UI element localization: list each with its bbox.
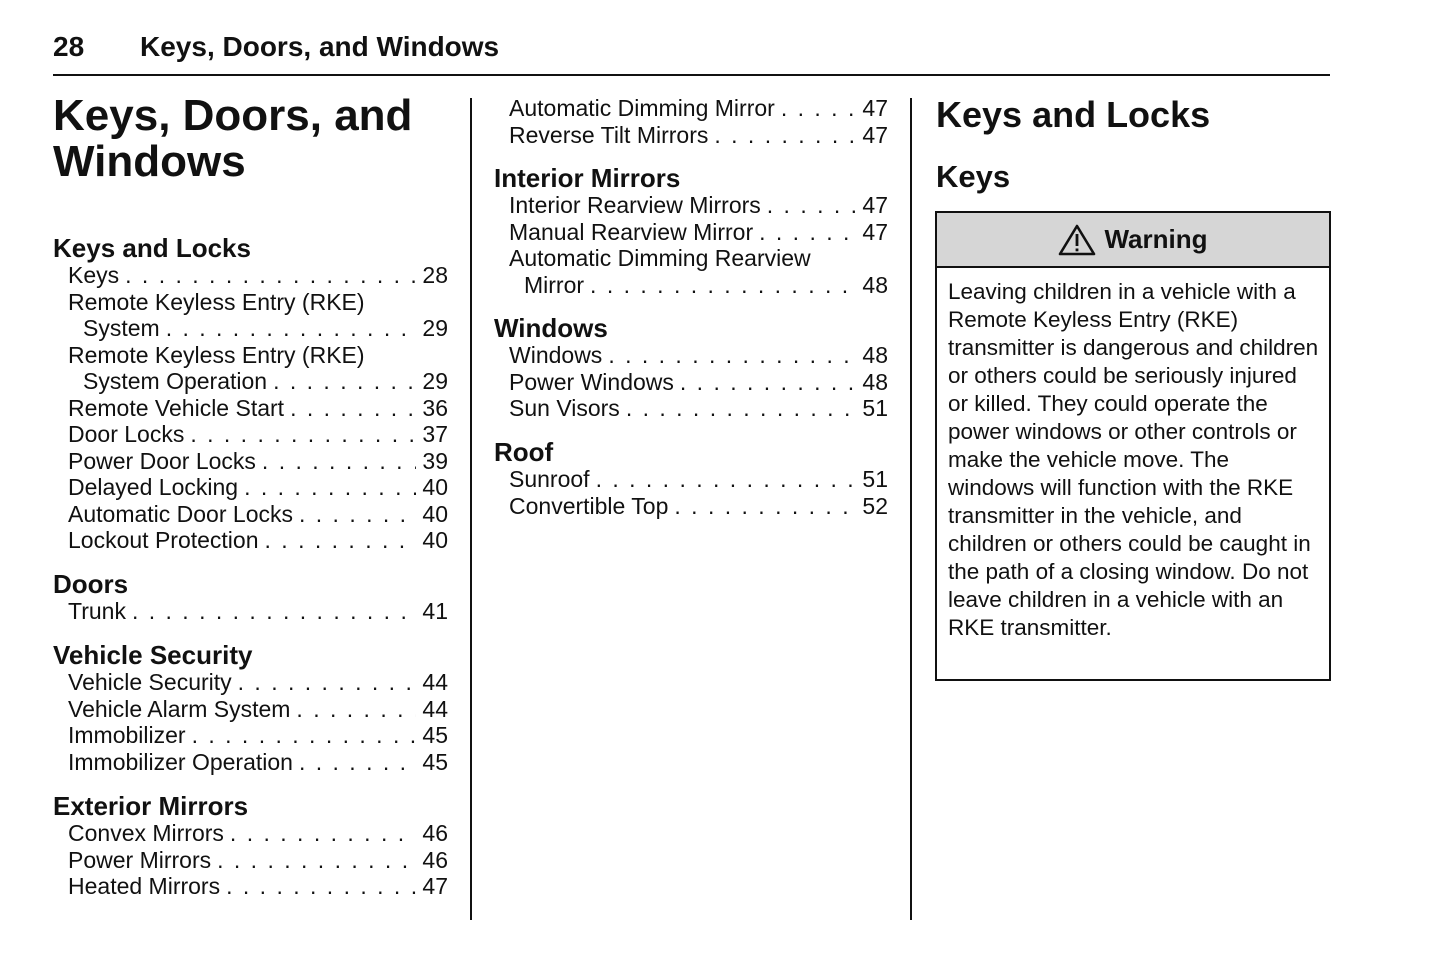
- column-divider-left: [470, 98, 472, 920]
- column-divider-right: [910, 98, 912, 920]
- toc-entry-title-continued: System Operation: [83, 368, 268, 394]
- toc-page-number: 28: [422, 262, 448, 288]
- toc-entry[interactable]: [53, 501, 448, 528]
- toc-page-number: 46: [422, 820, 448, 846]
- toc-entry[interactable]: [53, 696, 448, 723]
- toc-entry[interactable]: [494, 95, 888, 122]
- warning-triangle-icon: [1058, 224, 1096, 256]
- toc-heading: Keys and Locks: [53, 233, 251, 263]
- toc-section-exterior-mirrors: [53, 792, 448, 900]
- toc-entry-title: Automatic Dimming Mirror: [509, 95, 775, 121]
- running-header: [53, 30, 1330, 76]
- toc-entry[interactable]: [53, 474, 448, 501]
- toc-entry-title: Reverse Tilt Mirrors: [509, 121, 709, 148]
- toc-page-number: 39: [422, 447, 448, 474]
- toc-entry-title: Automatic Door Locks: [68, 500, 293, 527]
- toc-page-number: 51: [862, 466, 888, 492]
- toc-entry[interactable]: [494, 192, 888, 219]
- toc-entry[interactable]: [53, 669, 448, 696]
- toc-entry-title: Windows: [509, 342, 603, 368]
- toc-page-number: 48: [862, 368, 888, 395]
- toc-entry[interactable]: [53, 820, 448, 847]
- toc-section-doors: [53, 570, 448, 625]
- toc-page-number: 48: [862, 271, 888, 298]
- toc-entry[interactable]: [53, 598, 448, 625]
- toc-heading: Windows: [494, 313, 608, 343]
- toc-page-number: 40: [422, 500, 448, 527]
- toc-page-number: 51: [862, 395, 888, 421]
- toc-entry-title: Sunroof: [509, 466, 590, 492]
- toc-page-number: 47: [862, 121, 888, 148]
- toc-entry[interactable]: [53, 873, 448, 900]
- warning-box: [935, 211, 1331, 681]
- toc-page-number: 29: [422, 315, 448, 341]
- toc-entry-title: Power Mirrors: [68, 846, 212, 873]
- toc-entry-title-continued: Mirror: [524, 271, 585, 298]
- toc-page-number: 47: [862, 95, 888, 121]
- toc-page-number: 47: [862, 192, 888, 218]
- toc-page-number: 44: [422, 669, 448, 695]
- toc-entry[interactable]: [53, 749, 448, 776]
- subsection-title: Keys: [936, 159, 1011, 194]
- toc-entry-title: Sun Visors: [509, 395, 620, 421]
- toc-section-keys-and-locks: [53, 234, 448, 554]
- toc-heading: Interior Mirrors: [494, 163, 681, 193]
- toc-page-number: 44: [422, 695, 448, 722]
- toc-entry-title: Power Door Locks: [68, 447, 256, 474]
- toc-section-exterior-mirrors-continued: [494, 95, 888, 148]
- toc-entry[interactable]: [53, 421, 448, 448]
- toc-heading: Doors: [53, 569, 129, 599]
- toc-entry[interactable]: [53, 847, 448, 874]
- toc-page-number: 45: [422, 748, 448, 775]
- toc-entry-title: Lockout Protection: [68, 527, 259, 553]
- toc-entry[interactable]: [494, 245, 888, 298]
- toc-page-number: 41: [422, 598, 448, 624]
- toc-page-number: 47: [862, 218, 888, 245]
- toc-page-number: 45: [422, 722, 448, 748]
- toc-entry[interactable]: [53, 289, 448, 342]
- toc-entry-title: Door Locks: [68, 421, 185, 447]
- toc-entry[interactable]: [53, 527, 448, 554]
- toc-entry[interactable]: [494, 342, 888, 369]
- toc-entry[interactable]: [53, 342, 448, 395]
- toc-page-number: 37: [422, 421, 448, 447]
- toc-page-number: 29: [422, 368, 448, 394]
- toc-page-number: 36: [422, 394, 448, 421]
- toc-page-number: 46: [422, 846, 448, 873]
- toc-entry-title: Delayed Locking: [68, 474, 239, 500]
- toc-entry-title: Convertible Top: [509, 492, 669, 519]
- running-title: Keys, Doors, and Windows: [140, 31, 500, 62]
- toc-section-vehicle-security: [53, 641, 448, 775]
- toc-page-number: 48: [862, 342, 888, 368]
- warning-label: Warning: [1104, 224, 1208, 254]
- toc-section-interior-mirrors: [494, 164, 888, 298]
- toc-entry-title: Vehicle Security: [68, 669, 232, 695]
- toc-entry-title: Convex Mirrors: [68, 820, 224, 846]
- toc-entry-title: Remote Keyless Entry (RKE): [68, 341, 365, 368]
- chapter-title: [53, 93, 463, 185]
- section-title: Keys and Locks: [936, 94, 1211, 135]
- toc-entry-title: Interior Rearview Mirrors: [509, 192, 761, 218]
- toc-heading: Vehicle Security: [53, 640, 253, 670]
- toc-entry[interactable]: [494, 395, 888, 422]
- toc-entry[interactable]: [494, 369, 888, 396]
- toc-section-roof: [494, 438, 888, 519]
- toc-page-number: 47: [422, 873, 448, 899]
- toc-entry-title: Keys: [68, 262, 120, 288]
- toc-page-number: 52: [862, 492, 888, 519]
- toc-entry-title: Manual Rearview Mirror: [509, 218, 754, 245]
- toc-entry[interactable]: [494, 122, 888, 149]
- page-number: 28: [53, 31, 85, 62]
- toc-heading: Roof: [494, 437, 554, 467]
- warning-text: Leaving children in a vehicle with a Remote Keyless Entry (RKE) transmitter is dangerous and children or others could be seriously injured or killed. They could operate the power windows or other controls or make the vehicle move. The windows will function with the RKE transmitter in the vehicle, and children or others could be caught in the path of a closing window. Do not leave children in a vehicle with an RKE transmitter.: [948, 279, 1319, 640]
- toc-entry[interactable]: [53, 262, 448, 289]
- toc-entry[interactable]: [494, 466, 888, 493]
- chapter-title-line: Keys, Doors, and: [53, 91, 413, 140]
- toc-page-number: 40: [422, 474, 448, 500]
- toc-entry-title: Immobilizer Operation: [68, 748, 293, 775]
- toc-section-windows: [494, 314, 888, 422]
- toc-entry-title: Immobilizer: [68, 722, 186, 748]
- toc-entry-title: Vehicle Alarm System: [68, 695, 291, 722]
- toc-entry-title: Remote Vehicle Start: [68, 394, 285, 421]
- toc-page-number: 40: [422, 527, 448, 553]
- toc-entry[interactable]: [494, 493, 888, 520]
- toc-entry-title: Automatic Dimming Rearview: [509, 245, 811, 271]
- toc-entry-title: Remote Keyless Entry (RKE): [68, 288, 365, 315]
- warning-header: [937, 213, 1329, 268]
- toc-entry[interactable]: [53, 448, 448, 475]
- toc-entry-title: Heated Mirrors: [68, 873, 221, 899]
- toc-entry-title: Power Windows: [509, 368, 674, 395]
- chapter-title-line: Windows: [53, 137, 246, 186]
- toc-entry[interactable]: [53, 395, 448, 422]
- toc-heading: Exterior Mirrors: [53, 791, 249, 821]
- toc-entry[interactable]: [494, 219, 888, 246]
- toc-entry-title-continued: System: [83, 315, 160, 341]
- toc-entry-title: Trunk: [68, 598, 126, 624]
- toc-entry[interactable]: [53, 722, 448, 749]
